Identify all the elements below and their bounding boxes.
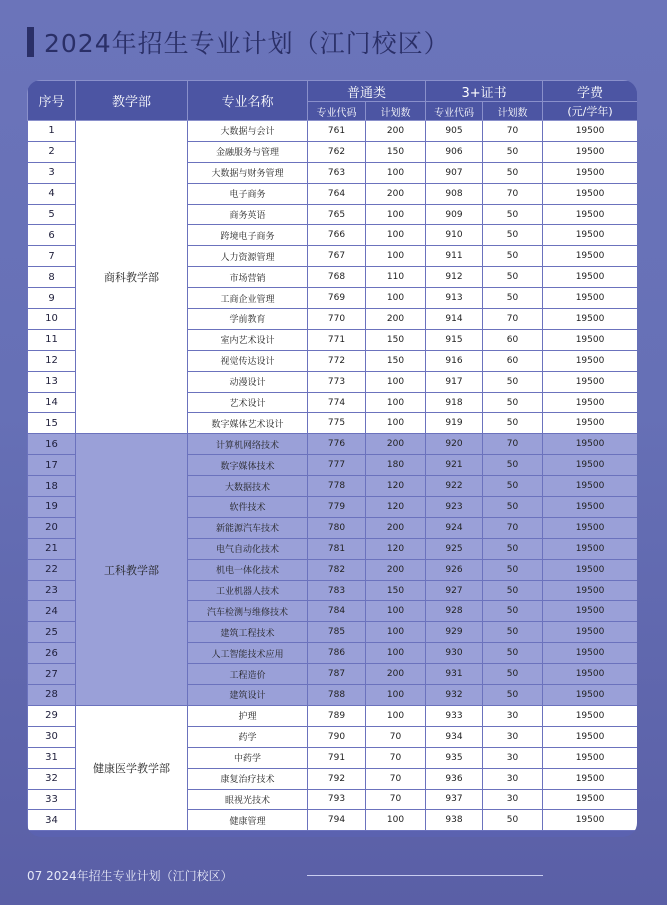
cell-major: 眼视光技术 [188,789,308,810]
cell-code-cert: 933 [426,705,483,726]
cell-fee: 19500 [543,246,637,267]
cell-seq: 27 [28,664,76,685]
cell-fee: 19500 [543,810,637,831]
header-seq: 序号 [28,81,76,121]
cell-code-cert: 910 [426,225,483,246]
cell-major: 跨境电子商务 [188,225,308,246]
cell-fee: 19500 [543,517,637,538]
cell-plan-cert: 50 [483,601,543,622]
cell-major: 工商企业管理 [188,288,308,309]
cell-seq: 34 [28,810,76,831]
cell-code-regular: 778 [308,476,366,497]
cell-fee: 19500 [543,225,637,246]
cell-code-cert: 909 [426,204,483,225]
cell-plan-regular: 100 [366,413,426,434]
cell-code-regular: 776 [308,434,366,455]
cell-plan-cert: 50 [483,267,543,288]
cell-major: 大数据与财务管理 [188,162,308,183]
cell-plan-regular: 110 [366,267,426,288]
cell-plan-regular: 120 [366,497,426,518]
cell-plan-regular: 150 [366,329,426,350]
cell-code-cert: 930 [426,643,483,664]
page-title: 2024年招生专业计划（江门校区） [44,29,450,58]
cell-plan-cert: 50 [483,225,543,246]
cell-fee: 19500 [543,141,637,162]
cell-major: 商务英语 [188,204,308,225]
cell-major: 健康管理 [188,810,308,831]
cell-code-regular: 787 [308,664,366,685]
cell-code-regular: 766 [308,225,366,246]
cell-code-cert: 915 [426,329,483,350]
cell-plan-regular: 200 [366,559,426,580]
cell-code-cert: 936 [426,768,483,789]
cell-code-cert: 916 [426,350,483,371]
header-plan-regular: 计划数 [366,102,426,121]
cell-code-regular: 773 [308,371,366,392]
cell-code-cert: 931 [426,664,483,685]
cell-fee: 19500 [543,580,637,601]
cell-fee: 19500 [543,601,637,622]
cell-code-regular: 767 [308,246,366,267]
cell-seq: 11 [28,329,76,350]
cell-plan-cert: 50 [483,455,543,476]
cell-code-regular: 782 [308,559,366,580]
cell-code-regular: 775 [308,413,366,434]
footer-divider [307,875,543,876]
cell-plan-cert: 50 [483,204,543,225]
cell-code-regular: 763 [308,162,366,183]
cell-plan-cert: 50 [483,162,543,183]
cell-code-cert: 911 [426,246,483,267]
cell-fee: 19500 [543,371,637,392]
cell-seq: 19 [28,497,76,518]
cell-plan-regular: 100 [366,225,426,246]
cell-fee: 19500 [543,497,637,518]
cell-plan-cert: 50 [483,288,543,309]
cell-seq: 9 [28,288,76,309]
cell-major: 工业机器人技术 [188,580,308,601]
cell-code-cert: 929 [426,622,483,643]
cell-fee: 19500 [543,455,637,476]
cell-code-cert: 914 [426,309,483,330]
cell-plan-regular: 120 [366,538,426,559]
cell-code-cert: 934 [426,726,483,747]
header-plan-cert: 计划数 [483,102,543,121]
cell-plan-regular: 70 [366,789,426,810]
header-group-regular: 普通类 [308,81,426,102]
cell-plan-cert: 50 [483,497,543,518]
cell-code-cert: 922 [426,476,483,497]
cell-seq: 1 [28,121,76,142]
cell-code-regular: 762 [308,141,366,162]
cell-code-regular: 785 [308,622,366,643]
cell-seq: 18 [28,476,76,497]
cell-code-regular: 772 [308,350,366,371]
cell-code-regular: 768 [308,267,366,288]
cell-code-cert: 920 [426,434,483,455]
cell-seq: 14 [28,392,76,413]
table-row [28,705,638,726]
cell-seq: 3 [28,162,76,183]
cell-plan-cert: 70 [483,309,543,330]
cell-major: 计算机网络技术 [188,434,308,455]
cell-fee: 19500 [543,183,637,204]
cell-fee: 19500 [543,204,637,225]
cell-plan-cert: 50 [483,622,543,643]
cell-code-cert: 927 [426,580,483,601]
cell-plan-cert: 30 [483,747,543,768]
cell-fee: 19500 [543,538,637,559]
cell-fee: 19500 [543,643,637,664]
cell-plan-regular: 100 [366,643,426,664]
cell-fee: 19500 [543,559,637,580]
cell-code-regular: 765 [308,204,366,225]
cell-fee: 19500 [543,267,637,288]
table-row [28,121,638,142]
cell-fee: 19500 [543,476,637,497]
cell-major: 机电一体化技术 [188,559,308,580]
cell-plan-regular: 120 [366,476,426,497]
cell-seq: 6 [28,225,76,246]
cell-plan-cert: 70 [483,434,543,455]
title-accent-bar [27,27,34,57]
cell-major: 艺术设计 [188,392,308,413]
header-dept: 教学部 [76,81,188,121]
cell-seq: 5 [28,204,76,225]
cell-major: 中药学 [188,747,308,768]
footer-text: 07 2024年招生专业计划（江门校区） [27,869,233,883]
cell-fee: 19500 [543,685,637,706]
cell-fee: 19500 [543,413,637,434]
cell-fee: 19500 [543,747,637,768]
cell-plan-cert: 50 [483,810,543,831]
cell-code-cert: 924 [426,517,483,538]
cell-plan-regular: 180 [366,455,426,476]
cell-major: 金融服务与管理 [188,141,308,162]
enrollment-plan-table [27,80,637,831]
cell-plan-regular: 200 [366,309,426,330]
cell-major: 大数据技术 [188,476,308,497]
table-body [28,121,638,831]
cell-seq: 21 [28,538,76,559]
cell-plan-regular: 100 [366,204,426,225]
cell-major: 电子商务 [188,183,308,204]
cell-plan-cert: 50 [483,246,543,267]
cell-plan-regular: 100 [366,810,426,831]
cell-major: 软件技术 [188,497,308,518]
cell-plan-regular: 150 [366,580,426,601]
cell-code-cert: 906 [426,141,483,162]
cell-plan-cert: 50 [483,559,543,580]
cell-seq: 2 [28,141,76,162]
cell-major: 康复治疗技术 [188,768,308,789]
cell-seq: 32 [28,768,76,789]
cell-seq: 25 [28,622,76,643]
cell-code-cert: 913 [426,288,483,309]
cell-major: 视觉传达设计 [188,350,308,371]
cell-plan-regular: 70 [366,747,426,768]
cell-code-regular: 790 [308,726,366,747]
cell-major: 室内艺术设计 [188,329,308,350]
cell-code-cert: 912 [426,267,483,288]
cell-code-cert: 923 [426,497,483,518]
cell-code-regular: 771 [308,329,366,350]
cell-plan-cert: 50 [483,476,543,497]
cell-major: 人力资源管理 [188,246,308,267]
cell-plan-regular: 200 [366,434,426,455]
cell-plan-regular: 100 [366,288,426,309]
cell-fee: 19500 [543,350,637,371]
cell-code-cert: 908 [426,183,483,204]
cell-plan-cert: 30 [483,789,543,810]
cell-seq: 7 [28,246,76,267]
cell-fee: 19500 [543,768,637,789]
cell-plan-cert: 50 [483,371,543,392]
cell-code-cert: 905 [426,121,483,142]
cell-seq: 29 [28,705,76,726]
cell-seq: 23 [28,580,76,601]
table-header [28,81,638,121]
cell-seq: 10 [28,309,76,330]
cell-code-cert: 938 [426,810,483,831]
cell-major: 数字媒体技术 [188,455,308,476]
cell-fee: 19500 [543,622,637,643]
cell-fee: 19500 [543,121,637,142]
cell-code-cert: 928 [426,601,483,622]
cell-fee: 19500 [543,162,637,183]
cell-plan-regular: 200 [366,517,426,538]
cell-plan-cert: 50 [483,685,543,706]
cell-major: 汽车检测与维修技术 [188,601,308,622]
cell-code-regular: 783 [308,580,366,601]
cell-code-cert: 937 [426,789,483,810]
cell-seq: 28 [28,685,76,706]
cell-major: 电气自动化技术 [188,538,308,559]
cell-plan-regular: 100 [366,685,426,706]
cell-plan-cert: 50 [483,580,543,601]
header-group-cert: 3+证书 [426,81,543,102]
cell-code-cert: 917 [426,371,483,392]
cell-code-regular: 794 [308,810,366,831]
cell-plan-regular: 100 [366,371,426,392]
cell-major: 学前教育 [188,309,308,330]
header-code-cert: 专业代码 [426,102,483,121]
cell-fee: 19500 [543,664,637,685]
cell-code-regular: 769 [308,288,366,309]
cell-major: 药学 [188,726,308,747]
cell-code-cert: 921 [426,455,483,476]
cell-major: 人工智能技术应用 [188,643,308,664]
cell-seq: 16 [28,434,76,455]
cell-code-cert: 918 [426,392,483,413]
cell-plan-regular: 100 [366,622,426,643]
cell-plan-regular: 200 [366,183,426,204]
cell-plan-cert: 70 [483,121,543,142]
cell-plan-regular: 70 [366,768,426,789]
cell-plan-regular: 100 [366,705,426,726]
cell-department: 工科教学部 [76,434,188,706]
header-code-regular: 专业代码 [308,102,366,121]
cell-seq: 8 [28,267,76,288]
cell-major: 护理 [188,705,308,726]
cell-seq: 17 [28,455,76,476]
cell-plan-cert: 50 [483,141,543,162]
cell-code-regular: 793 [308,789,366,810]
cell-plan-cert: 70 [483,517,543,538]
cell-seq: 20 [28,517,76,538]
cell-plan-cert: 50 [483,413,543,434]
cell-fee: 19500 [543,434,637,455]
cell-plan-regular: 100 [366,162,426,183]
cell-major: 建筑设计 [188,685,308,706]
cell-plan-cert: 50 [483,538,543,559]
cell-department: 商科教学部 [76,121,188,434]
cell-code-cert: 919 [426,413,483,434]
cell-code-regular: 788 [308,685,366,706]
cell-major: 新能源汽车技术 [188,517,308,538]
header-major: 专业名称 [188,81,308,121]
cell-plan-regular: 100 [366,246,426,267]
cell-code-regular: 786 [308,643,366,664]
cell-plan-regular: 70 [366,726,426,747]
cell-code-regular: 779 [308,497,366,518]
cell-seq: 24 [28,601,76,622]
cell-plan-regular: 200 [366,664,426,685]
cell-code-regular: 777 [308,455,366,476]
cell-plan-cert: 60 [483,350,543,371]
cell-seq: 13 [28,371,76,392]
cell-fee: 19500 [543,329,637,350]
cell-fee: 19500 [543,726,637,747]
cell-code-cert: 907 [426,162,483,183]
cell-major: 工程造价 [188,664,308,685]
cell-seq: 4 [28,183,76,204]
cell-seq: 15 [28,413,76,434]
cell-fee: 19500 [543,392,637,413]
cell-major: 数字媒体艺术设计 [188,413,308,434]
cell-major: 动漫设计 [188,371,308,392]
cell-major: 建筑工程技术 [188,622,308,643]
cell-major: 大数据与会计 [188,121,308,142]
table-row [28,434,638,455]
cell-fee: 19500 [543,705,637,726]
enrollment-table-card [27,80,637,837]
cell-code-regular: 784 [308,601,366,622]
cell-plan-cert: 30 [483,726,543,747]
cell-code-regular: 792 [308,768,366,789]
cell-major: 市场营销 [188,267,308,288]
cell-code-regular: 781 [308,538,366,559]
cell-code-regular: 789 [308,705,366,726]
cell-plan-cert: 70 [483,183,543,204]
cell-plan-regular: 150 [366,141,426,162]
cell-plan-cert: 30 [483,705,543,726]
cell-plan-regular: 150 [366,350,426,371]
header-fee: 学费 [543,81,637,102]
cell-code-regular: 770 [308,309,366,330]
header-fee-unit: (元/学年) [543,102,637,121]
cell-seq: 22 [28,559,76,580]
cell-code-regular: 791 [308,747,366,768]
cell-seq: 30 [28,726,76,747]
cell-fee: 19500 [543,789,637,810]
cell-seq: 33 [28,789,76,810]
cell-code-regular: 764 [308,183,366,204]
cell-plan-cert: 50 [483,643,543,664]
cell-seq: 12 [28,350,76,371]
cell-seq: 31 [28,747,76,768]
cell-plan-regular: 100 [366,392,426,413]
cell-plan-cert: 50 [483,664,543,685]
cell-code-regular: 761 [308,121,366,142]
cell-code-cert: 926 [426,559,483,580]
cell-code-cert: 925 [426,538,483,559]
cell-plan-regular: 200 [366,121,426,142]
cell-code-cert: 932 [426,685,483,706]
cell-plan-cert: 30 [483,768,543,789]
cell-plan-cert: 60 [483,329,543,350]
cell-fee: 19500 [543,288,637,309]
cell-seq: 26 [28,643,76,664]
cell-code-regular: 774 [308,392,366,413]
cell-code-cert: 935 [426,747,483,768]
cell-department: 健康医学教学部 [76,705,188,830]
cell-fee: 19500 [543,309,637,330]
cell-plan-regular: 100 [366,601,426,622]
cell-code-regular: 780 [308,517,366,538]
cell-plan-cert: 50 [483,392,543,413]
